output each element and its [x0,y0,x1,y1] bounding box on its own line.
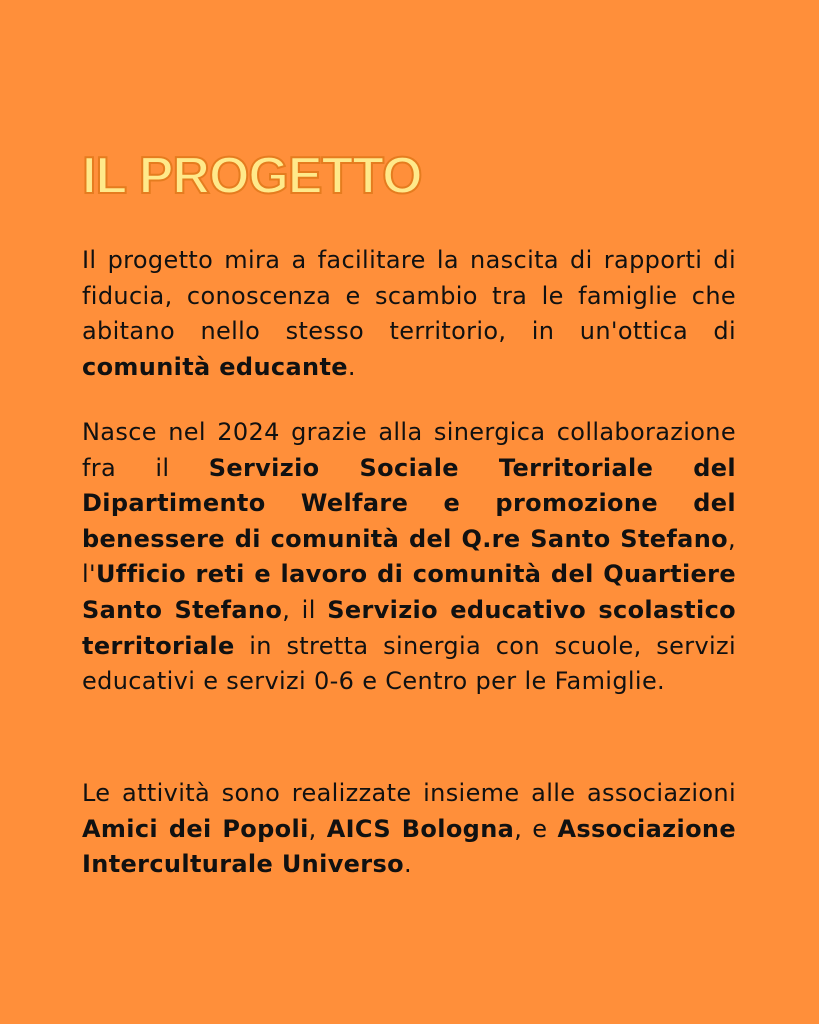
associations-text-end: . [403,850,412,879]
associations-paragraph [82,776,736,883]
partner-school-service: Servizio educativo scolastico territoriale [82,595,736,660]
intro-highlight: comunità educante [82,352,348,381]
partner-community-office: Ufficio reti e lavoro di comunità del Quartiere Santo Stefano [82,560,736,624]
association-universo: Associazione Interculturale Universo [82,814,736,879]
partners-separator: , il [282,595,328,624]
partners-text: Nasce nel 2024 grazie alla sinergica collaborazione fra il [82,418,736,482]
association-amici-dei-popoli: Amici dei Popoli [82,814,309,843]
associations-separator: , [308,814,327,843]
associations-text: Le attività sono realizzate insieme alle associazioni [82,779,736,807]
intro-paragraph [82,243,736,385]
partner-social-service: Servizio Sociale Territoriale del Dipartimento Welfare e promozione del benessere di comunità del Q.re Santo Stefano [82,453,736,553]
partners-separator: , l' [82,524,736,589]
partners-paragraph [82,415,736,700]
intro-text: Il progetto mira a facilitare la nascita di rapporti di fiducia, conoscenza e scambio tra le famiglie che abitano nello stesso territorio, in un'ottica di [82,246,736,346]
associations-separator: , e [514,814,558,843]
association-aics-bologna: AICS Bologna [326,814,515,843]
intro-text-end: . [347,352,356,381]
partners-text-end: in stretta sinergia con scuole, servizi educativi e servizi 0-6 e Centro per le Famiglie. [82,631,736,696]
page-title: IL PROGETTO [82,147,422,205]
